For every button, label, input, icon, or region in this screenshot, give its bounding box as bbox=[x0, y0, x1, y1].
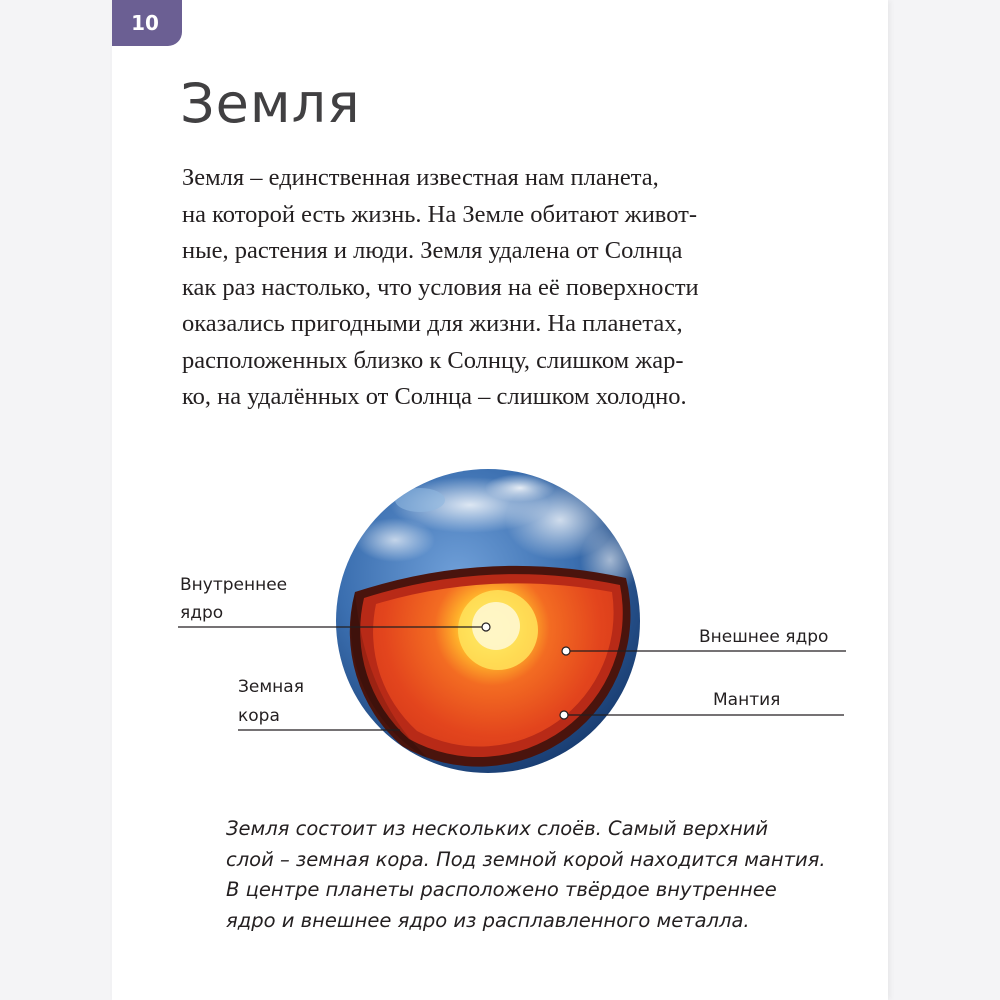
body-line: ные, растения и люди. Земля удалена от Солнца bbox=[182, 237, 683, 264]
crust-label-line1: Земная bbox=[238, 677, 304, 697]
body-line: как раз настолько, что условия на её поверхности bbox=[182, 273, 699, 301]
caption-line: слой – земная кора. Под земной корой находится мантия. bbox=[226, 847, 826, 871]
crust-label-line2: кора bbox=[238, 706, 280, 726]
caption-line: В центре планеты расположено твёрдое внутреннее bbox=[226, 878, 777, 901]
caption-line: Земля состоит из нескольких слоёв. Самый верхний bbox=[226, 817, 769, 840]
body-paragraph bbox=[182, 160, 862, 416]
body-line: Земля – единственная известная нам планета, bbox=[182, 164, 659, 191]
caption-line: ядро и внешнее ядро из расплавленного металла. bbox=[226, 908, 750, 932]
page-number: 10 bbox=[131, 11, 159, 35]
body-line: оказались пригодными для жизни. На планетах, bbox=[182, 310, 683, 337]
body-line: ко, на удалённых от Солнца – слишком холодно. bbox=[182, 383, 687, 410]
page-title: Земля bbox=[180, 72, 361, 135]
inner-core-label-line2: ядро bbox=[180, 603, 224, 623]
mantle-label: Мантия bbox=[713, 690, 781, 710]
outer-core-label: Внешнее ядро bbox=[699, 627, 829, 647]
body-line: на которой есть жизнь. На Земле обитают живот- bbox=[182, 200, 698, 228]
inner-core-label-line1: Внутреннее bbox=[180, 575, 288, 595]
diagram-caption bbox=[226, 814, 876, 936]
body-line: расположенных близко к Солнцу, слишком жар- bbox=[182, 346, 684, 374]
page-number-tab bbox=[112, 0, 182, 46]
